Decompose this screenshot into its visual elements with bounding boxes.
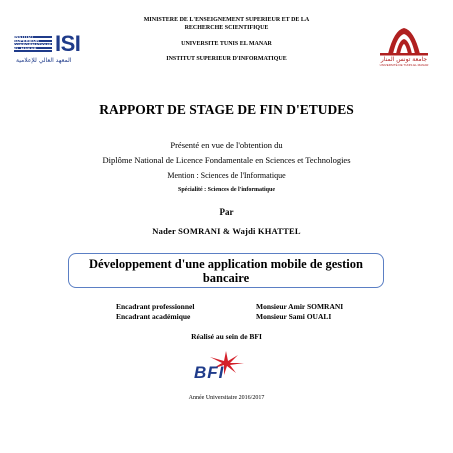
isi-logo-lines [14,35,51,51]
university-logo [368,26,440,68]
university-emblem-icon [368,26,440,56]
mention-line: Mention : Sciences de l'Informatique [167,171,286,180]
authors: Nader SOMRANI & Wajdi KHATTEL [152,226,301,236]
par-label: Par [219,207,234,217]
isi-logo [14,31,96,65]
ministry-line-1: MINISTERE DE L'ENSEIGNEMENT SUPERIEUR ET DE LA [143,17,310,23]
realise-line: Réalisé au sein de BFI [191,332,262,341]
supervisor-row [116,302,406,312]
bfi-wordmark: BFI [194,363,225,382]
supervisor-role: Encadrant académique [116,311,191,321]
isi-logo-line-2: SUPERIEUR [14,38,40,43]
isi-logo-line-3: D'INFORMATIQUE [14,42,52,47]
isi-arabic-name: المعهد العالي للإعلامية [16,57,72,64]
isi-logo-line-4: EL MANAR [14,46,37,51]
isi-acronym: ISI [55,31,81,56]
supervisor-row [116,312,406,322]
isi-logo-line-1: INSTITUT [14,34,34,39]
institute-name: INSTITUT SUPERIEUR D'INFORMATIQUE [166,56,287,62]
report-title: RAPPORT DE STAGE DE FIN D'ETUDES [99,102,354,117]
supervisor-name: Monsieur Sami OUALI [256,311,332,321]
university-name: UNIVERSITE TUNIS EL MANAR [181,41,272,47]
bfi-logo [186,349,266,383]
supervisor-name: Monsieur Amir SOMRANI [256,302,344,311]
university-logo-subtitle: UNIVERSITÉ DE TUNIS EL MANAR [379,63,429,67]
specialite-line: Spécialité : Sciences de l'informatique [178,187,275,193]
presented-line: Présenté en vue de l'obtention du [170,140,283,150]
supervisors-table [116,302,406,321]
project-title: Développement d'une application mobile de gestion bancaire [89,256,363,285]
project-title-box [68,253,384,288]
academic-year: Année Universitaire 2016/2017 [188,395,265,401]
university-arabic-name: جامعة تونس المنار [380,56,428,63]
ministry-line-2: RECHERCHE SCIENTIFIQUE [184,25,269,31]
supervisor-role: Encadrant professionnel [116,302,195,311]
diploma-line: Diplôme National de Licence Fondamentale en Sciences et Technologies [102,155,351,165]
